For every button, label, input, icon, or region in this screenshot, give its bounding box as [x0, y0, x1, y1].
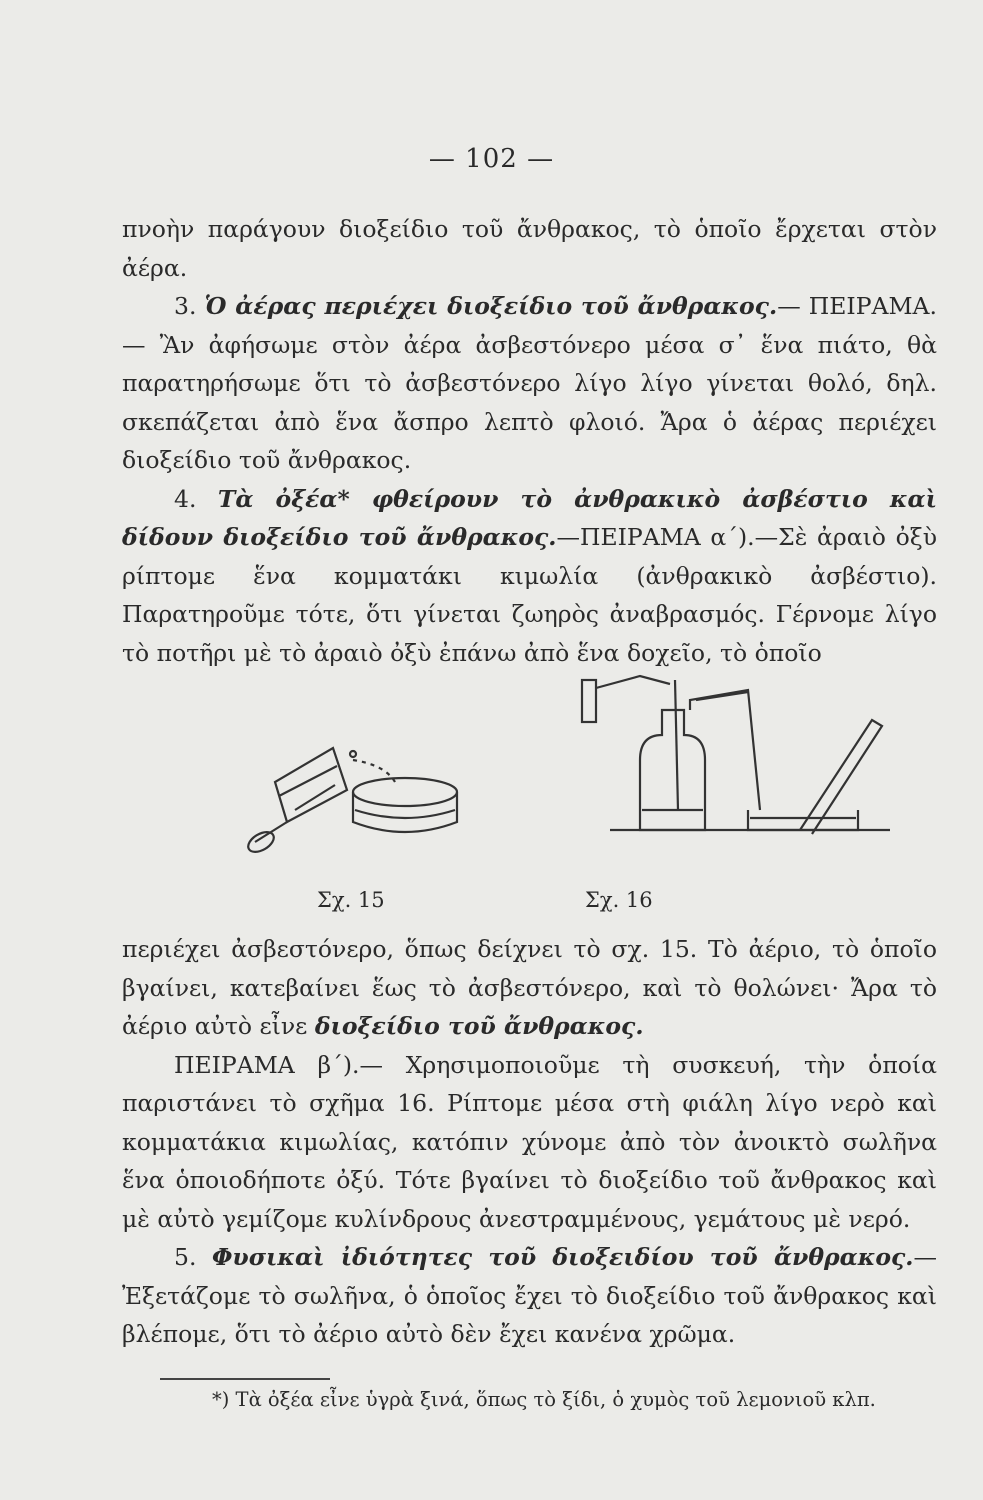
- section-5-heading: Φυσικαὶ ἰδιότητες τοῦ διοξειδίου τοῦ ἄνθρακος.: [211, 1243, 914, 1271]
- figure-16-caption: Σχ. 16: [585, 888, 653, 912]
- section-4-heading: Τὰ ὀξέα* φθείρουν τὸ ἀνθρακικὸ ἀσβέστιο καὶ δίδουν διοξείδιο τοῦ ἄνθρακος.: [122, 484, 937, 551]
- page-number: — 102 —: [428, 144, 555, 174]
- paragraph-3: [122, 480, 937, 673]
- section-4-number: 4.: [174, 484, 197, 513]
- paragraph-6: [122, 1238, 937, 1354]
- paragraph-4: [122, 930, 937, 1046]
- paragraph-4-emphasis: διοξείδιο τοῦ ἄνθρακος.: [314, 1012, 644, 1040]
- paragraph-5: ΠΕΙΡΑΜΑ β΄).— Χρησιμοποιοῦμε τὴ συσκευή, τὴν ὁποία παριστάνει τὸ σχῆμα 16. Ρίπτομε μέσα στὴ φιάλη λίγο νερὸ καὶ κομματάκια κιμωλίας, κατόπιν χύνομε ἀπὸ τὸν ἀνοικτὸ σωλῆνα ἕνα ὁποιοδήποτε ὀξύ. Τότε βγαίνει τὸ διοξείδιο τοῦ ἄνθρακος καὶ μὲ αὐτὸ γεμίζομε κυλίνδρους ἀνεστραμμένους, γεμάτους μὲ νερό.: [122, 1050, 937, 1233]
- figure-15-caption: Σχ. 15: [317, 888, 385, 912]
- section-5-text: — Ἐξετάζομε τὸ σωλῆνα, ὁ ὁποῖος ἔχει τὸ διοξείδιο τοῦ ἄνθρακος καὶ βλέπομε, ὅτι τὸ ἀέριο αὐτὸ δὲν ἔχει κανένα χρῶμα.: [122, 1243, 937, 1348]
- figure-15-illustration: [235, 730, 475, 860]
- paragraph-2: [122, 287, 937, 480]
- text-bottom: [122, 930, 937, 1354]
- section-3-number: 3.: [174, 292, 197, 320]
- section-3-text: — ΠΕΙΡΑΜΑ.— Ἂν ἀφήσωμε στὸν ἀέρα ἀσβεστόνερο μέσα σ᾿ ἕνα πιάτο, θὰ παρατηρήσωμε ὅτι τὸ ἀσβεστόνερο λίγο λίγο γίνεται θολό, δηλ. σκεπάζεται ἀπὸ ἕνα ἄσπρο λεπτὸ φλοιό. Ἄρα ὁ ἀέρας περιέχει διοξείδιο τοῦ ἄνθρακος.: [122, 292, 938, 474]
- section-4-text: —ΠΕΙΡΑΜΑ α΄).—Σὲ ἀραιὸ ὀξὺ ρίπτομε ἕνα κομματάκι κιμωλία (ἀνθρακικὸ ἀσβέστιο). Παρατηροῦμε τότε, ὅτι γίνεται ζωηρὸς ἀναβρασμός. Γέρνομε λίγο τὸ ποτῆρι μὲ τὸ ἀραιὸ ὀξὺ ἐπάνω ἀπὸ ἕνα δοχεῖο, τὸ ὁποῖο: [122, 523, 937, 667]
- footnote: *) Τὰ ὀξέα εἶνε ὑγρὰ ξινά, ὅπως τὸ ξίδι, ὁ χυμὸς τοῦ λεμονιοῦ κλπ.: [212, 1388, 876, 1411]
- paragraph-4-text: περιέχει ἀσβεστόνερο, ὅπως δείχνει τὸ σχ. 15. Τὸ ἀέριο, τὸ ὁποῖο βγαίνει, κατεβαίνει ἕως τὸ ἀσβεστόνερο, καὶ τὸ θολώνει· Ἄρα τὸ ἀέριο αὐτὸ εἶνε: [122, 935, 937, 1040]
- text-top: [122, 210, 937, 672]
- footnote-rule: [160, 1378, 330, 1380]
- figure-16-illustration: [580, 670, 890, 860]
- section-5-number: 5.: [174, 1243, 197, 1271]
- section-3-heading: Ὁ ἀέρας περιέχει διοξείδιο τοῦ ἄνθρακος.: [204, 292, 778, 320]
- paragraph-1: πνοὴν παράγουν διοξείδιο τοῦ ἄνθρακος, τὸ ὁποῖο ἔρχεται στὸν ἀέρα.: [122, 215, 937, 282]
